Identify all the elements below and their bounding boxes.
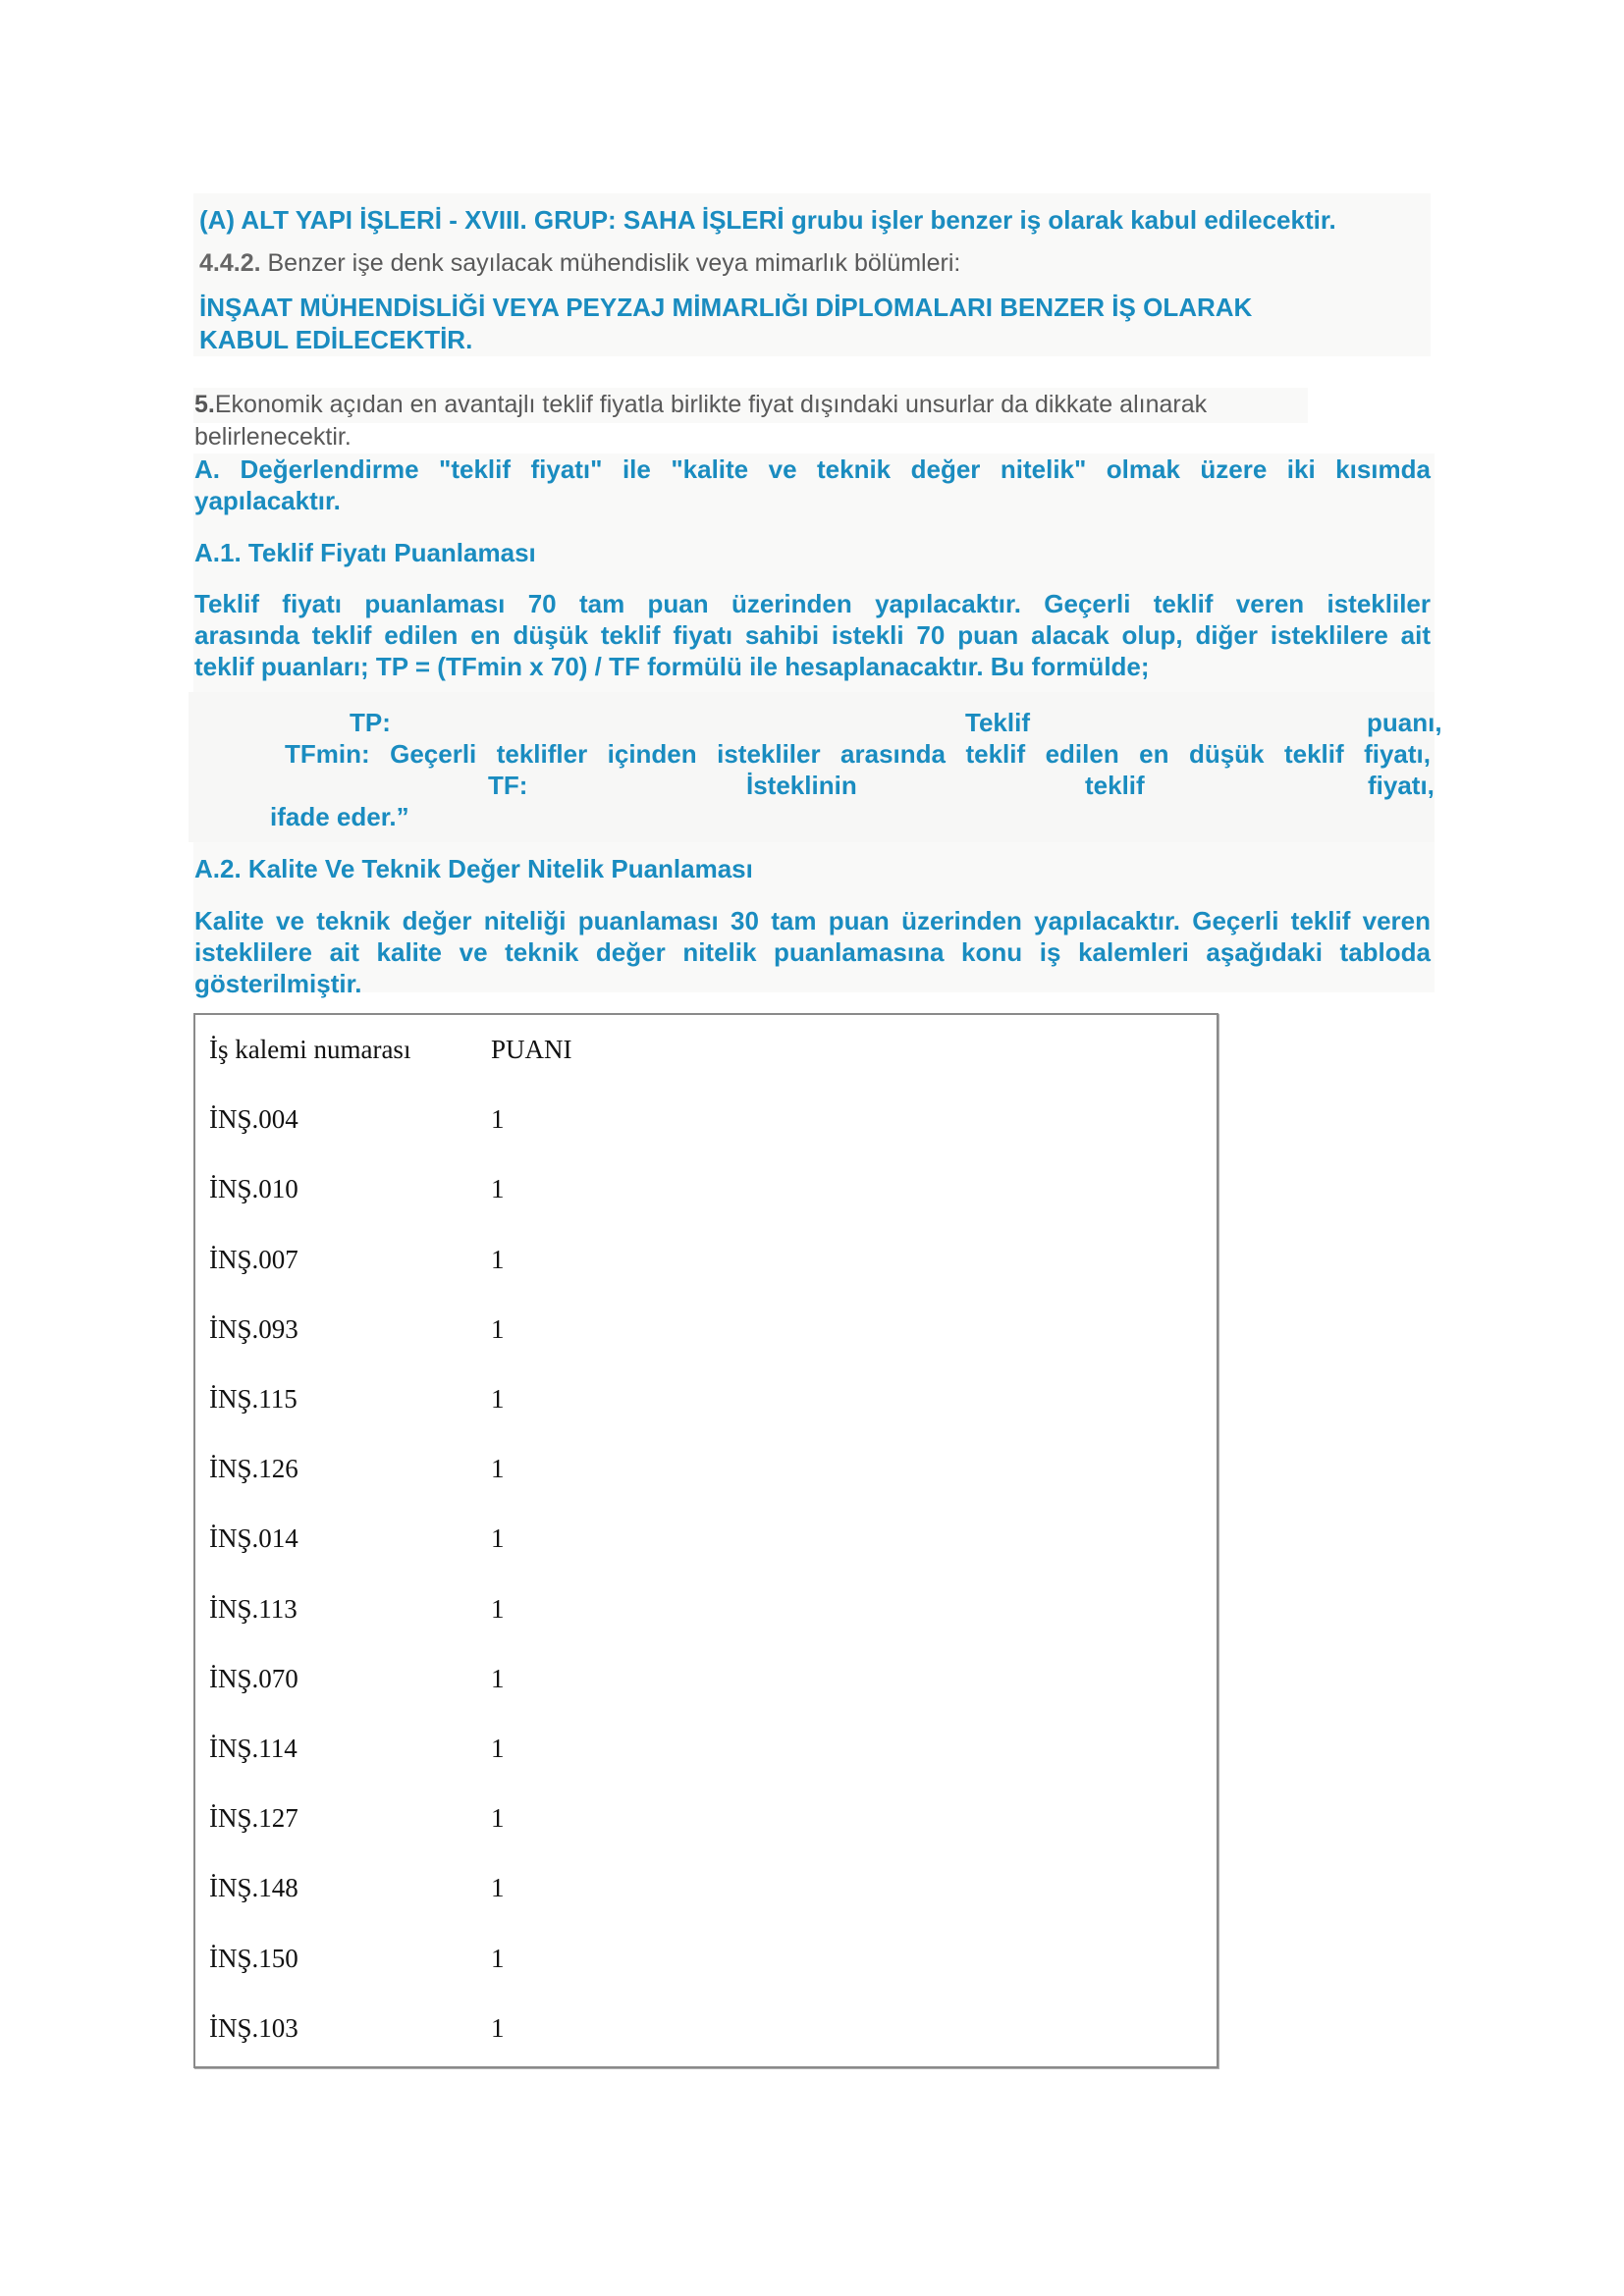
item-number-cell: İNŞ.114 — [209, 1734, 298, 1763]
a2-heading: A.2. Kalite Ve Teknik Değer Nitelik Puanlaması — [194, 854, 753, 883]
section-5-number: 5. — [194, 391, 215, 418]
section-5-text: Ekonomik açıdan en avantajlı teklif fiyatla birlikte fiyat dışındaki unsurlar da dikkate alınarak — [214, 391, 1208, 418]
item-number-cell: İNŞ.070 — [209, 1663, 298, 1693]
a2-paragraph-line-2: isteklilere ait kalite ve teknik değer nitelik puanlamasına konu iş kalemleri aşağıdaki tabloda — [194, 937, 1431, 967]
formula-tp-word-2: puanı, — [1367, 708, 1442, 737]
score-cell: 1 — [491, 1943, 505, 1973]
score-cell: 1 — [491, 1244, 505, 1274]
score-cell: 1 — [491, 1734, 505, 1763]
evaluation-line-1: A. Değerlendirme "teklif fiyatı" ile "kalite ve teknik değer nitelik" olmak üzere iki kısımda — [194, 454, 1431, 484]
a1-heading: A.1. Teklif Fiyatı Puanlaması — [194, 538, 536, 567]
formula-tp-label: TP: — [350, 708, 391, 737]
item-number-cell: İNŞ.126 — [209, 1454, 298, 1484]
score-cell: 1 — [491, 1803, 505, 1834]
header-score: PUANI — [491, 1035, 572, 1064]
item-number-cell: İNŞ.004 — [209, 1104, 298, 1135]
formula-tf-label: TF: — [488, 771, 528, 800]
a1-paragraph-line-1: Teklif fiyatı puanlaması 70 tam puan üzerinden yapılacaktır. Geçerli teklif veren istekliler — [194, 589, 1431, 618]
item-number-cell: İNŞ.103 — [209, 2012, 298, 2043]
score-cell: 1 — [491, 2012, 505, 2043]
item-number-cell: İNŞ.093 — [209, 1313, 298, 1344]
score-cell: 1 — [491, 1313, 505, 1344]
header-item-number: İş kalemi numarası — [209, 1035, 411, 1064]
score-cell: 1 — [491, 1384, 505, 1414]
formula-tfmin-line: TFmin: Geçerli teklifler içinden istekliler arasında teklif edilen en düşük teklif fiyatı, — [285, 739, 1431, 769]
score-cell: 1 — [491, 1593, 505, 1624]
formula-tf-word-2: teklif — [1085, 771, 1145, 800]
a1-paragraph-line-2: arasında teklif edilen en düşük teklif fiyatı sahibi istekli 70 puan alacak olup, diğer isteklilere ait — [194, 620, 1431, 650]
formula-closing: ifade eder.” — [270, 802, 409, 831]
a2-paragraph-line-3: gösterilmiştir. — [194, 969, 362, 998]
score-cell: 1 — [491, 1174, 505, 1204]
diploma-statement-line-2: KABUL EDİLECEKTİR. — [199, 325, 473, 354]
score-cell: 1 — [491, 1873, 505, 1903]
item-number-cell: İNŞ.007 — [209, 1244, 298, 1274]
item-number-cell: İNŞ.010 — [209, 1174, 298, 1204]
score-cell: 1 — [491, 1454, 505, 1484]
clause-number: 4.4.2. — [199, 249, 261, 277]
section-5-line-2: belirlenecektir. — [194, 423, 352, 451]
engineering-departments-line — [199, 249, 960, 278]
evaluation-line-2: yapılacaktır. — [194, 486, 341, 515]
score-cell: 1 — [491, 1663, 505, 1693]
item-number-cell: İNŞ.150 — [209, 1943, 298, 1973]
formula-tf-word-1: İsteklinin — [746, 771, 857, 800]
score-cell: 1 — [491, 1104, 505, 1135]
diploma-statement-line-1: İNŞAAT MÜHENDİSLİĞİ VEYA PEYZAJ MİMARLIĞI DİPLOMALARI BENZER İŞ OLARAK — [199, 293, 1253, 322]
work-group-text: grubu işler benzer iş olarak kabul edilecektir. — [784, 205, 1336, 235]
formula-tf-word-3: fiyatı, — [1368, 771, 1435, 800]
section-5-line-1 — [194, 391, 1207, 419]
clause-text: Benzer işe denk sayılacak mühendislik veya mimarlık bölümleri: — [260, 249, 961, 277]
item-number-cell: İNŞ.014 — [209, 1523, 298, 1554]
formula-tp-word-1: Teklif — [965, 708, 1030, 737]
a1-paragraph-line-3: teklif puanları; TP = (TFmin x 70) / TF formülü ile hesaplanacaktır. Bu formülde; — [194, 652, 1150, 681]
item-number-cell: İNŞ.115 — [209, 1384, 298, 1414]
score-cell: 1 — [491, 1523, 505, 1554]
work-items-table — [193, 1013, 1218, 2068]
item-number-cell: İNŞ.127 — [209, 1803, 298, 1834]
a2-paragraph-line-1: Kalite ve teknik değer niteliği puanlaması 30 tam puan üzerinden yapılacaktır. Geçerli teklif veren — [194, 906, 1431, 935]
item-number-cell: İNŞ.148 — [209, 1873, 298, 1903]
work-group-title: (A) ALT YAPI İŞLERİ - XVIII. GRUP: SAHA İŞLERİ — [199, 205, 785, 235]
similar-work-line — [199, 205, 1336, 236]
item-number-cell: İNŞ.113 — [209, 1593, 298, 1624]
